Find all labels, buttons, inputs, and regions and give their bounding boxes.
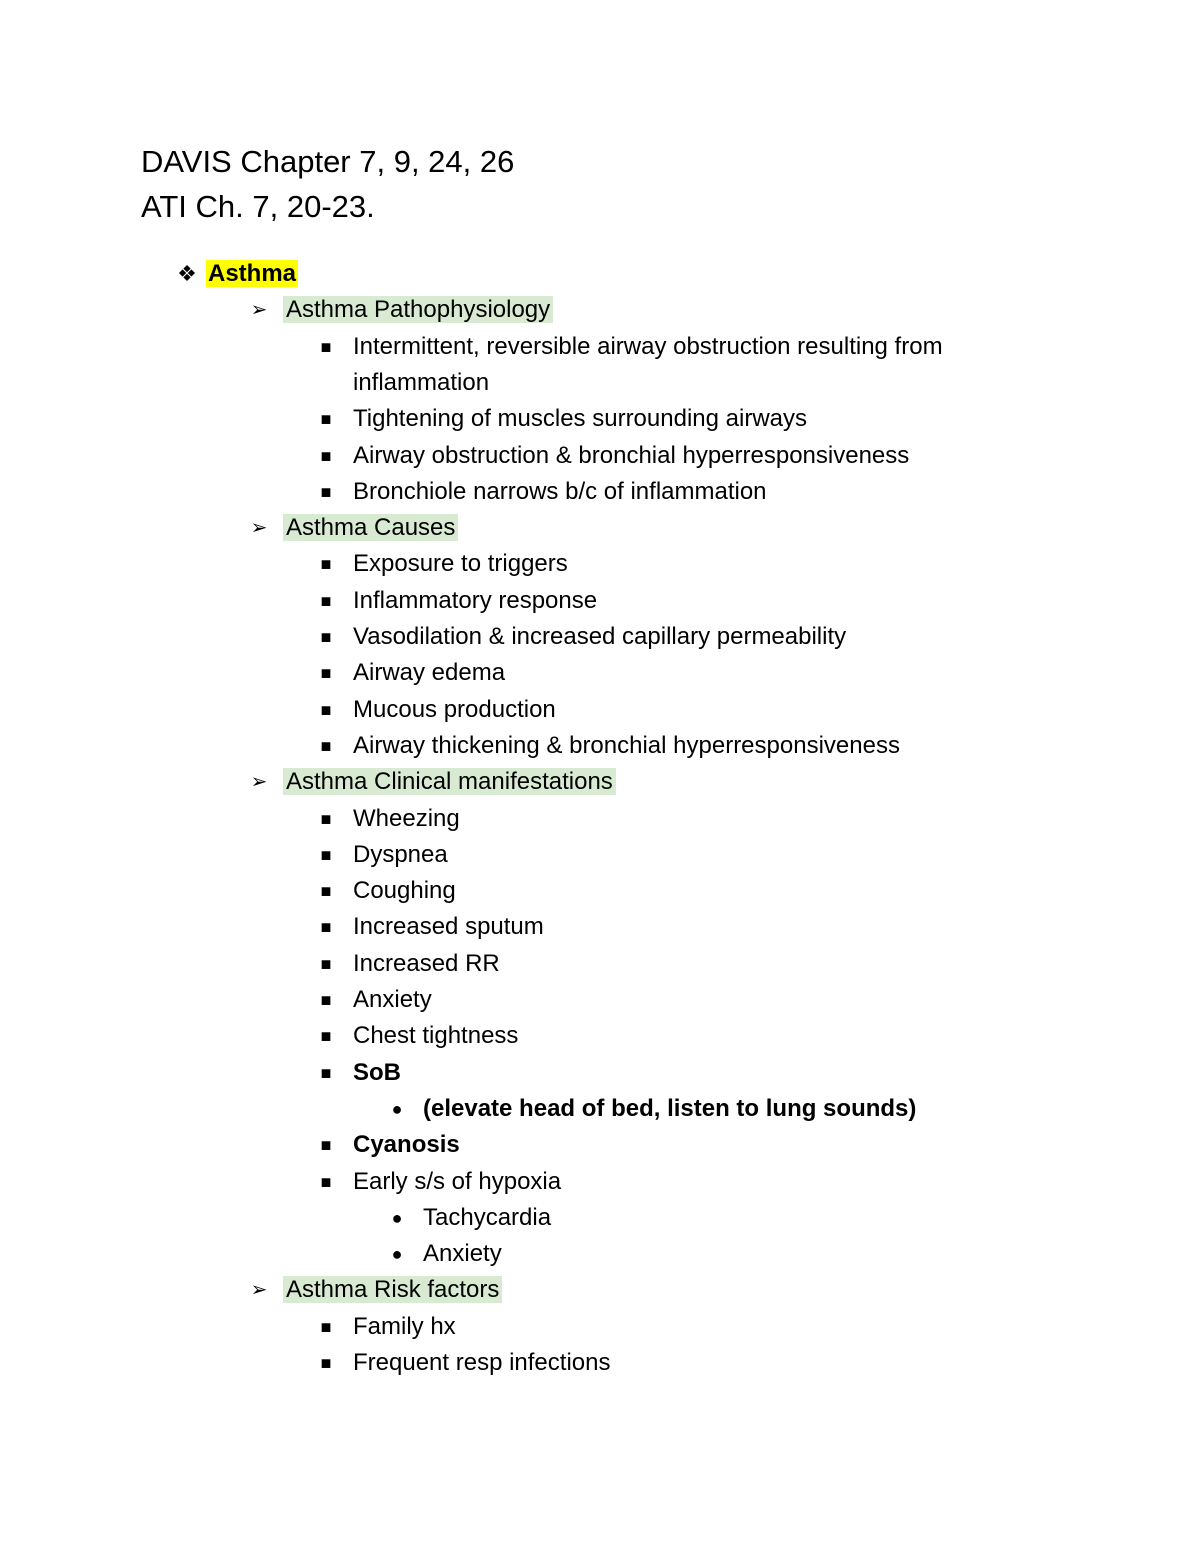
- list-item-text: Exposure to triggers: [353, 550, 568, 578]
- list-item-bullet-icon: ■: [320, 735, 332, 756]
- list-item: [353, 802, 460, 836]
- list-item-bullet-icon: ■: [320, 917, 332, 938]
- list-item-text: Vasodilation & increased capillary permeability: [353, 623, 847, 650]
- list-item-text: Mucous production: [353, 695, 556, 723]
- list-item-text: Airway edema: [353, 659, 506, 687]
- list-item-text: Early s/s of hypoxia: [353, 1167, 562, 1195]
- sub-list-item-text: Tachycardia: [423, 1203, 552, 1231]
- list-item-text: Coughing: [353, 877, 456, 905]
- list-item: [353, 620, 846, 654]
- list-item-text: Frequent resp infections: [353, 1349, 611, 1376]
- list-item-text: Increased RR: [353, 949, 500, 977]
- list-item-bullet-icon: ■: [320, 808, 332, 829]
- list-item: [353, 1019, 518, 1053]
- list-item-bullet-icon: ■: [320, 481, 332, 502]
- list-item-text: Intermittent, reversible airway obstruction resulting from: [353, 332, 943, 360]
- list-item: [353, 584, 597, 618]
- list-item-bullet-icon: ■: [320, 1353, 332, 1373]
- list-item: [353, 1056, 401, 1090]
- list-item: [353, 1165, 561, 1199]
- list-item-bullet-icon: ■: [320, 1135, 332, 1156]
- list-item-text: Tightening of muscles surrounding airways: [353, 405, 807, 433]
- list-item: [353, 1310, 456, 1344]
- list-item-bullet-icon: ■: [320, 336, 332, 357]
- list-item: [353, 547, 568, 581]
- list-item-text: Wheezing: [353, 804, 460, 832]
- subsection-heading-bullet-icon: ➢: [250, 299, 268, 322]
- list-item: [353, 693, 556, 727]
- subsection-heading: [283, 511, 458, 545]
- list-item: [353, 656, 505, 690]
- list-item: [353, 983, 432, 1017]
- list-item-text: Bronchiole narrows b/c of inflammation: [353, 477, 767, 505]
- list-item-text: Airway thickening & bronchial hyperresponsiveness: [353, 731, 900, 759]
- list-item-bullet-icon: ■: [320, 881, 332, 902]
- subsection-heading-bullet-icon: ➢: [250, 771, 268, 794]
- list-item-text: Inflammatory response: [353, 586, 598, 614]
- section-heading: [206, 257, 298, 291]
- sub-list-item: [423, 1092, 916, 1126]
- list-item-bullet-icon: ■: [320, 844, 332, 865]
- list-item: [353, 910, 544, 944]
- list-item-text: Family hx: [353, 1312, 456, 1340]
- list-item-bullet-icon: ■: [320, 990, 332, 1010]
- subsection-heading-text: Asthma Causes: [283, 514, 458, 541]
- document-title-line-2: ATI Ch. 7, 20-23.: [141, 189, 375, 224]
- list-item-bullet-icon: ■: [320, 1171, 332, 1192]
- list-item-bullet-icon: ■: [320, 1316, 332, 1337]
- list-item-text: Airway obstruction & bronchial hyperresponsiveness: [353, 441, 910, 469]
- sub-list-item-text: Anxiety: [423, 1240, 502, 1268]
- section-heading-text: Asthma: [208, 260, 297, 287]
- list-item-bullet-icon: ■: [320, 627, 332, 647]
- document-title-line-1: DAVIS Chapter 7, 9, 24, 26: [141, 144, 515, 179]
- list-item-bullet-icon: ■: [320, 1062, 332, 1083]
- list-item-bullet-icon: ■: [320, 663, 332, 684]
- list-item-text: Anxiety: [353, 986, 432, 1013]
- list-item-text: Chest tightness: [353, 1022, 519, 1050]
- list-item-text: Increased sputum: [353, 913, 544, 941]
- list-item: [353, 838, 448, 872]
- subsection-heading-text: Asthma Risk factors: [283, 1276, 502, 1303]
- list-item-bullet-icon: ■: [320, 1026, 332, 1047]
- list-item: [353, 1346, 610, 1380]
- list-item: [353, 729, 900, 763]
- list-item-bullet-icon: ■: [320, 953, 332, 974]
- list-item-text: Cyanosis: [353, 1131, 460, 1159]
- sub-list-item: [423, 1237, 502, 1271]
- sub-list-item-bullet-icon: ●: [391, 1098, 403, 1119]
- list-item-bullet-icon: ■: [320, 590, 332, 611]
- list-item: [353, 947, 500, 981]
- list-item-continuation: inflammation: [353, 368, 490, 396]
- list-item-text: SoB: [353, 1058, 401, 1086]
- list-item-bullet-icon: ■: [320, 409, 332, 430]
- sub-list-item: [423, 1201, 551, 1235]
- list-item: [353, 1128, 460, 1162]
- list-item-bullet-icon: ■: [320, 554, 332, 575]
- subsection-heading: [283, 765, 616, 799]
- list-item: [353, 475, 767, 509]
- subsection-heading: [283, 1273, 502, 1307]
- list-item: [353, 330, 943, 364]
- sub-list-item-text: (elevate head of bed, listen to lung sounds): [423, 1094, 917, 1122]
- list-item-text: Dyspnea: [353, 840, 448, 868]
- sub-list-item-bullet-icon: ●: [391, 1207, 403, 1228]
- section-heading-bullet-icon: ❖: [177, 261, 197, 286]
- list-item: [353, 439, 909, 473]
- subsection-heading: [283, 293, 553, 327]
- subsection-heading-bullet-icon: ➢: [250, 517, 268, 540]
- subsection-heading-text: Asthma Pathophysiology: [283, 296, 553, 323]
- list-item-bullet-icon: ■: [320, 699, 332, 720]
- list-item-bullet-icon: ■: [320, 445, 332, 466]
- list-item: [353, 402, 807, 436]
- sub-list-item-bullet-icon: ●: [391, 1244, 403, 1265]
- list-item: [353, 874, 456, 908]
- subsection-heading-text: Asthma Clinical manifestations: [283, 768, 616, 795]
- subsection-heading-bullet-icon: ➢: [250, 1279, 268, 1302]
